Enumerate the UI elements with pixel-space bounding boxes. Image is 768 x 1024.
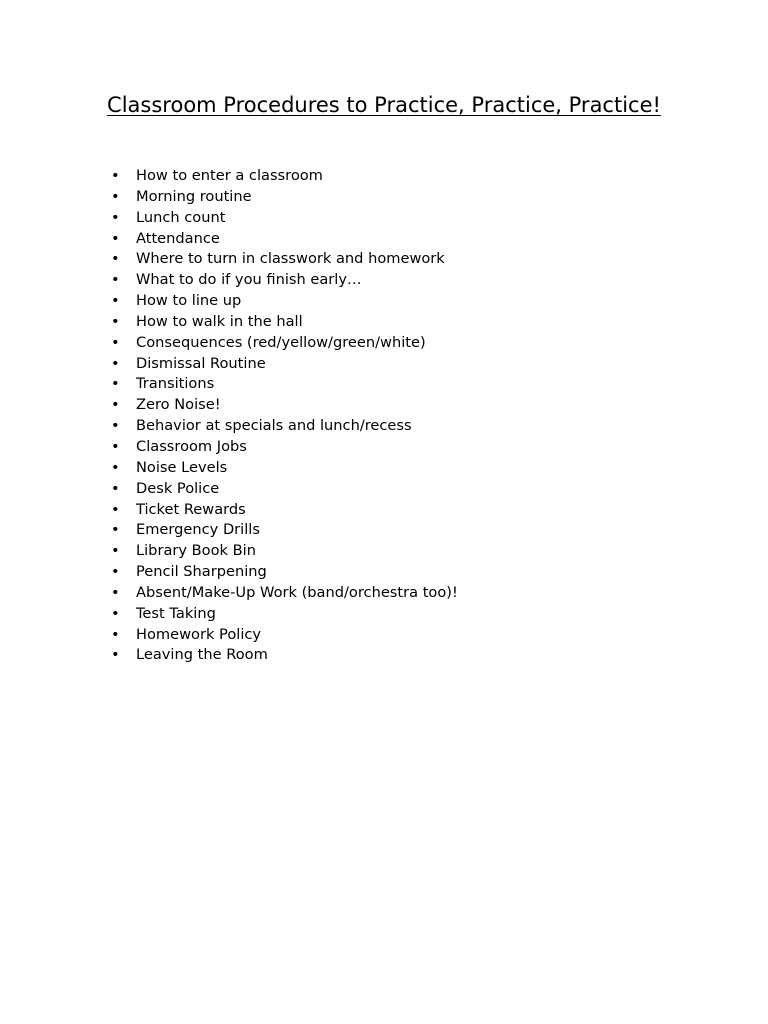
list-item-text: Attendance xyxy=(136,229,220,247)
list-item-text: Desk Police xyxy=(136,479,220,497)
list-item-text: What to do if you finish early… xyxy=(136,271,362,289)
list-item-text: Dismissal Routine xyxy=(136,354,266,372)
list-item xyxy=(108,312,458,333)
list-item-text: Library Book Bin xyxy=(136,542,256,560)
bullet-icon: • xyxy=(111,271,120,289)
list-item xyxy=(108,604,458,625)
list-item-text: Pencil Sharpening xyxy=(136,563,267,581)
list-item-text: Classroom Jobs xyxy=(136,437,247,455)
list-item-text: Test Taking xyxy=(136,604,216,622)
list-item-text: Behavior at specials and lunch/recess xyxy=(136,417,412,435)
list-item xyxy=(108,541,458,562)
list-item xyxy=(108,354,458,375)
list-item-text: Homework Policy xyxy=(136,625,262,643)
list-item xyxy=(108,333,458,354)
list-item xyxy=(108,437,458,458)
list-item xyxy=(108,416,458,437)
bullet-icon: • xyxy=(111,583,120,601)
bullet-icon: • xyxy=(111,604,120,622)
bullet-icon: • xyxy=(111,292,120,310)
list-item-text: Lunch count xyxy=(136,208,226,226)
bullet-icon: • xyxy=(111,396,120,414)
list-item-text: Noise Levels xyxy=(136,458,228,476)
bullet-icon: • xyxy=(111,354,120,372)
list-item xyxy=(108,645,458,666)
bullet-icon: • xyxy=(111,542,120,560)
bullet-icon: • xyxy=(111,250,120,268)
list-item xyxy=(108,249,458,270)
document-title: Classroom Procedures to Practice, Practice, Practice! xyxy=(107,93,661,117)
bullet-icon: • xyxy=(111,563,120,581)
list-item-text: Morning routine xyxy=(136,187,252,205)
list-item xyxy=(108,479,458,500)
list-item-text: How to enter a classroom xyxy=(136,167,323,184)
list-item-text: Transitions xyxy=(136,375,215,393)
list-item xyxy=(108,374,458,395)
bullet-icon: • xyxy=(111,500,120,518)
list-item xyxy=(108,458,458,479)
list-item xyxy=(108,562,458,583)
bullet-icon: • xyxy=(111,437,120,455)
bullet-icon: • xyxy=(111,646,120,664)
list-item xyxy=(108,291,458,312)
bullet-icon: • xyxy=(111,229,120,247)
bullet-icon: • xyxy=(111,167,120,184)
list-item xyxy=(108,187,458,208)
list-item-text: Zero Noise! xyxy=(136,396,221,414)
list-item-text: Where to turn in classwork and homework xyxy=(136,250,445,268)
list-item xyxy=(108,625,458,646)
bullet-icon: • xyxy=(111,521,120,539)
list-item-text: Ticket Rewards xyxy=(136,500,246,518)
list-item xyxy=(108,583,458,604)
bullet-icon: • xyxy=(111,479,120,497)
list-item xyxy=(108,395,458,416)
list-item-text: Emergency Drills xyxy=(136,521,260,539)
bullet-icon: • xyxy=(111,187,120,205)
list-item-text: Leaving the Room xyxy=(136,646,268,664)
bullet-icon: • xyxy=(111,375,120,393)
bullet-icon: • xyxy=(111,417,120,435)
bullet-icon: • xyxy=(111,333,120,351)
bullet-icon: • xyxy=(111,208,120,226)
list-item xyxy=(108,270,458,291)
bullet-icon: • xyxy=(111,312,120,330)
bullet-icon: • xyxy=(111,458,120,476)
list-item-text: Consequences (red/yellow/green/white) xyxy=(136,333,426,351)
procedures-list xyxy=(108,166,458,666)
list-item xyxy=(108,229,458,250)
bullet-icon: • xyxy=(111,625,120,643)
list-item xyxy=(108,500,458,521)
list-item-text: Absent/Make-Up Work (band/orchestra too)! xyxy=(136,583,458,601)
list-item xyxy=(108,166,458,187)
list-item xyxy=(108,208,458,229)
list-item xyxy=(108,520,458,541)
list-item-text: How to line up xyxy=(136,292,242,310)
list-item-text: How to walk in the hall xyxy=(136,312,303,330)
